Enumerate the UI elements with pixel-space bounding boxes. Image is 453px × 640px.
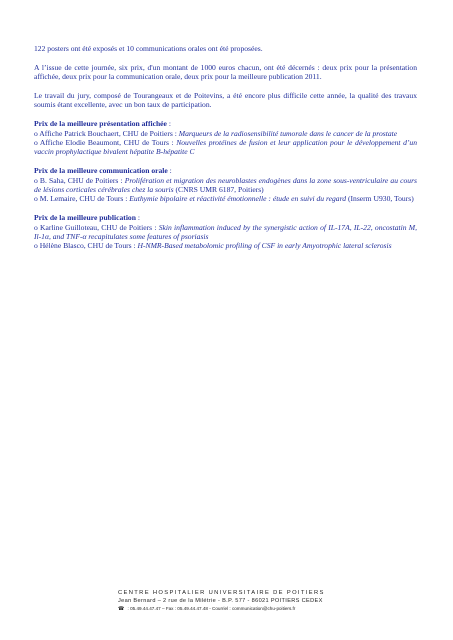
award-item [34,241,417,250]
award-title: Prolifération et migration des neuroblastes endogènes dans la zone sous-ventriculaire au cours de lésions corticales cérébrales chez la souris [34,175,417,195]
section-oral-heading [34,166,417,175]
footer-address: Jean Bernard – 2 rue de la Milétrie - B.P. 577 - 86021 POITIERS CEDEX [118,598,323,604]
award-title: Marqueurs de la radiosensibilité tumorale dans le cancer de la prostate [178,128,398,138]
phone-icon: ☎ [118,606,125,612]
footer-contact [118,605,378,613]
section-title: Prix de la meilleure publication [34,213,136,223]
footer-contact-text: : 05.49.44.47.47 – Fax : 05.49.44.47.48 - Courriel : communication@chu-poitiers.fr [126,606,296,611]
award-author: o Affiche Patrick Bouchaert, CHU de Poitiers : [34,128,179,138]
award-item [34,223,417,242]
section-title-suffix: : [166,119,171,129]
intro-paragraph-3: Le travail du jury, composé de Tourangeaux et de Poitevins, a été encore plus difficile cette année, la qualité des travaux soumis étant excellente, avec un bon taux de participation. [34,91,417,110]
section-title: Prix de la meilleure communication orale [34,166,168,176]
award-title: Euthymie bipolaire et réactivité émotionnelle : étude en suivi du regard [129,194,347,204]
award-item [34,129,417,138]
intro-paragraph-1: 122 posters ont été exposés et 10 communications orales ont été proposées. [34,44,263,53]
award-author: o B. Saha, CHU de Poitiers : [34,175,125,185]
award-author: o Hélène Blasco, CHU de Tours : [34,241,138,251]
section-publication-heading [34,213,417,222]
award-author: o Affiche Elodie Beaumont, CHU de Tours : [34,138,177,148]
section-title-suffix: : [135,213,140,223]
award-author: o M. Lemaire, CHU de Tours : [34,194,130,204]
award-item [34,138,417,157]
award-item [34,176,417,195]
section-title-suffix: : [167,166,172,176]
award-title: Skin inflammation induced by the synergistic action of IL-17A, IL-22, oncostatin M, Il-1α, and TNF-α recapitulates some features of psoriasis [34,222,418,242]
award-extra: (Inserm U930, Tours) [346,194,414,204]
document-body [34,44,417,251]
section-title: Prix de la meilleure présentation affichée [34,119,167,129]
award-author: o Karline Guilloteau, CHU de Poitiers : [34,222,159,232]
award-title: Nouvelles protéines de fusion et leur application pour le développement d’un vaccin prophylactique bivalent hépatite B-hépatite C [34,138,417,157]
footer-institution: CENTRE HOSPITALIER UNIVERSITAIRE DE POITIERS [118,590,325,596]
section-poster-heading [34,119,417,128]
award-item [34,194,417,203]
award-extra: (CNRS UMR 6187, Poitiers) [173,185,264,195]
intro-paragraph-2: A l’issue de cette journée, six prix, d'un montant de 1000 euros chacun, ont été décernés : deux prix pour la présentation affichée, deux prix pour la communication orale, deux prix pour la meilleure publication 2011. [34,62,417,82]
award-title: H-NMR-Based metabolomic profiling of CSF in early Amyotrophic lateral sclerosis [137,241,392,251]
page-footer [118,589,378,613]
